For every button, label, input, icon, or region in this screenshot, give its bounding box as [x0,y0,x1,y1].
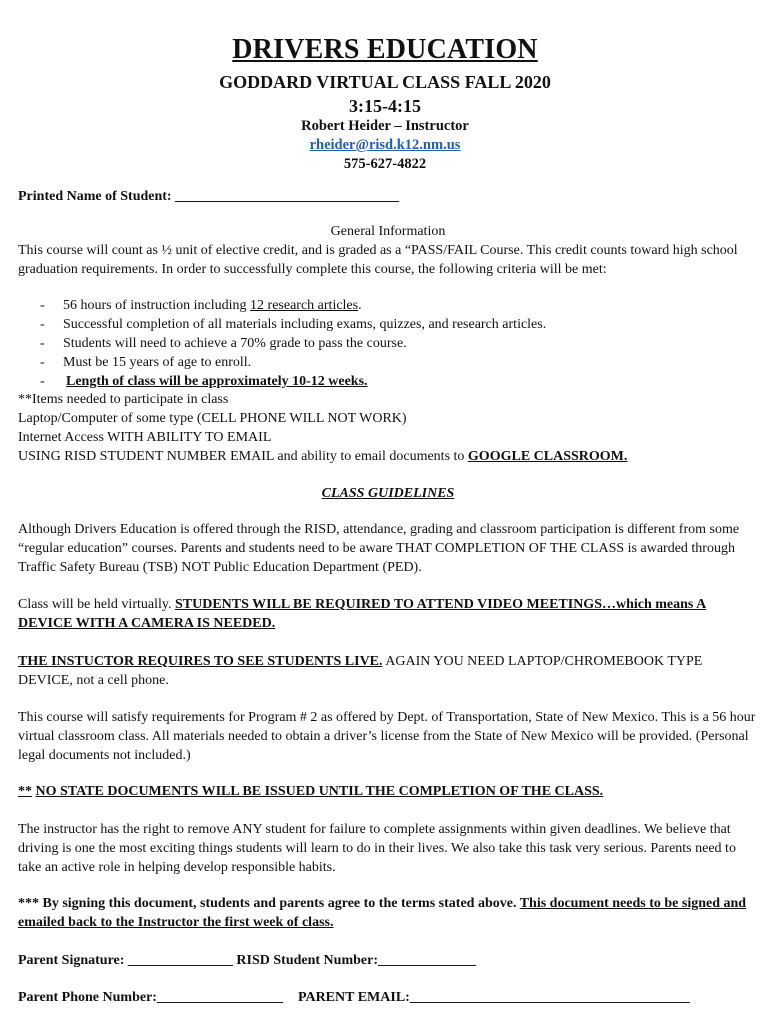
list-item: - 56 hours of instruction including 12 research articles. [40,298,362,313]
guidelines-paragraph-3: THE INSTUCTOR REQUIRES TO SEE STUDENTS LIVE. AGAIN YOU NEED LAPTOP/CHROMEBOOK TYPE DEVICE, not a cell phone. [18,654,703,688]
instructor-email-link[interactable]: rheider@risd.k12.nm.us [309,137,461,153]
guidelines-paragraph-2: Class will be held virtually. STUDENTS WILL BE REQUIRED TO ATTEND VIDEO MEETINGS…which means A DEVICE WITH A CAMERA IS NEEDED. [18,597,707,631]
items-needed-heading: **Items needed to participate in class [18,392,229,407]
instructor-email-line [0,137,770,154]
list-item: - Successful completion of all materials including exams, quizzes, and research articles. [40,317,547,332]
student-name-label: Printed Name of Student: [18,189,172,204]
risd-student-number-field[interactable]: RISD Student Number:______________ [236,953,476,968]
guidelines-paragraph-5: ** NO STATE DOCUMENTS WILL BE ISSUED UNTIL THE COMPLETION OF THE CLASS. [18,784,604,799]
list-item: - Must be 15 years of age to enroll. [40,355,252,370]
signature-row-1 [18,951,758,970]
class-subtitle: GODDARD VIRTUAL CLASS FALL 2020 [219,72,551,92]
instructor-name: Robert Heider – Instructor [301,118,469,134]
parent-email-field[interactable]: PARENT EMAIL:________________________________________ [297,990,690,1005]
criteria-list [18,296,758,391]
guidelines-paragraph-4: This course will satisfy requirements for Program # 2 as offered by Dept. of Transportation, State of New Mexico. This is a 56 hour virtual classroom class. All materials needed to obtain a driver’s license from the State of New Mexico will be provided. (Personal legal documents not included.) [18,710,756,763]
class-guidelines-heading: CLASS GUIDELINES [321,486,455,501]
guidelines-paragraph-7: *** By signing this document, students and parents agree to the terms stated above. This document needs to be signed and emailed back to the Instructor the first week of class. [18,896,747,930]
student-name-blank[interactable]: ________________________________ [175,189,400,204]
class-time: 3:15-4:15 [349,96,421,116]
item-email: USING RISD STUDENT NUMBER EMAIL and ability to email documents to GOOGLE CLASSROOM. [18,449,628,464]
list-item: - Length of class will be approximately 10-12 weeks. [40,374,368,389]
parent-phone-field[interactable]: Parent Phone Number:__________________ [18,990,283,1005]
google-classroom-text: GOOGLE CLASSROOM. [467,449,628,464]
guidelines-paragraph-6: The instructor has the right to remove ANY student for failure to complete assignments within given deadlines. We believe that driving is one the most exciting things students will learn to do in their lives. We also take this task very serious. Parents need to take an active role in helping develop responsible habits. [18,822,736,875]
parent-signature-field[interactable]: Parent Signature: _______________ [18,953,233,968]
list-item: - Students will need to achieve a 70% grade to pass the course. [40,336,407,351]
general-info-intro: This course will count as ½ unit of elective credit, and is graded as a “PASS/FAIL Course. This credit counts toward high school graduation requirements. In order to successfully complete this course, the following criteria will be met: [18,243,738,277]
signature-row-2 [18,988,758,1007]
instructor-phone: 575-627-4822 [343,156,427,172]
item-laptop: Laptop/Computer of some type (CELL PHONE WILL NOT WORK) [18,411,407,426]
document-title: DRIVERS EDUCATION [232,34,538,65]
general-info-heading: General Information [330,224,446,239]
item-internet: Internet Access WITH ABILITY TO EMAIL [18,430,272,445]
guidelines-paragraph-1: Although Drivers Education is offered through the RISD, attendance, grading and classroom participation is different from some “regular education” courses. Parents and students need to be aware THAT COMPLETION OF THE CLASS is awarded through Traffic Safety Bureau (TSB) NOT Public Education Department (PED). [18,522,740,575]
student-name-field [18,187,758,206]
